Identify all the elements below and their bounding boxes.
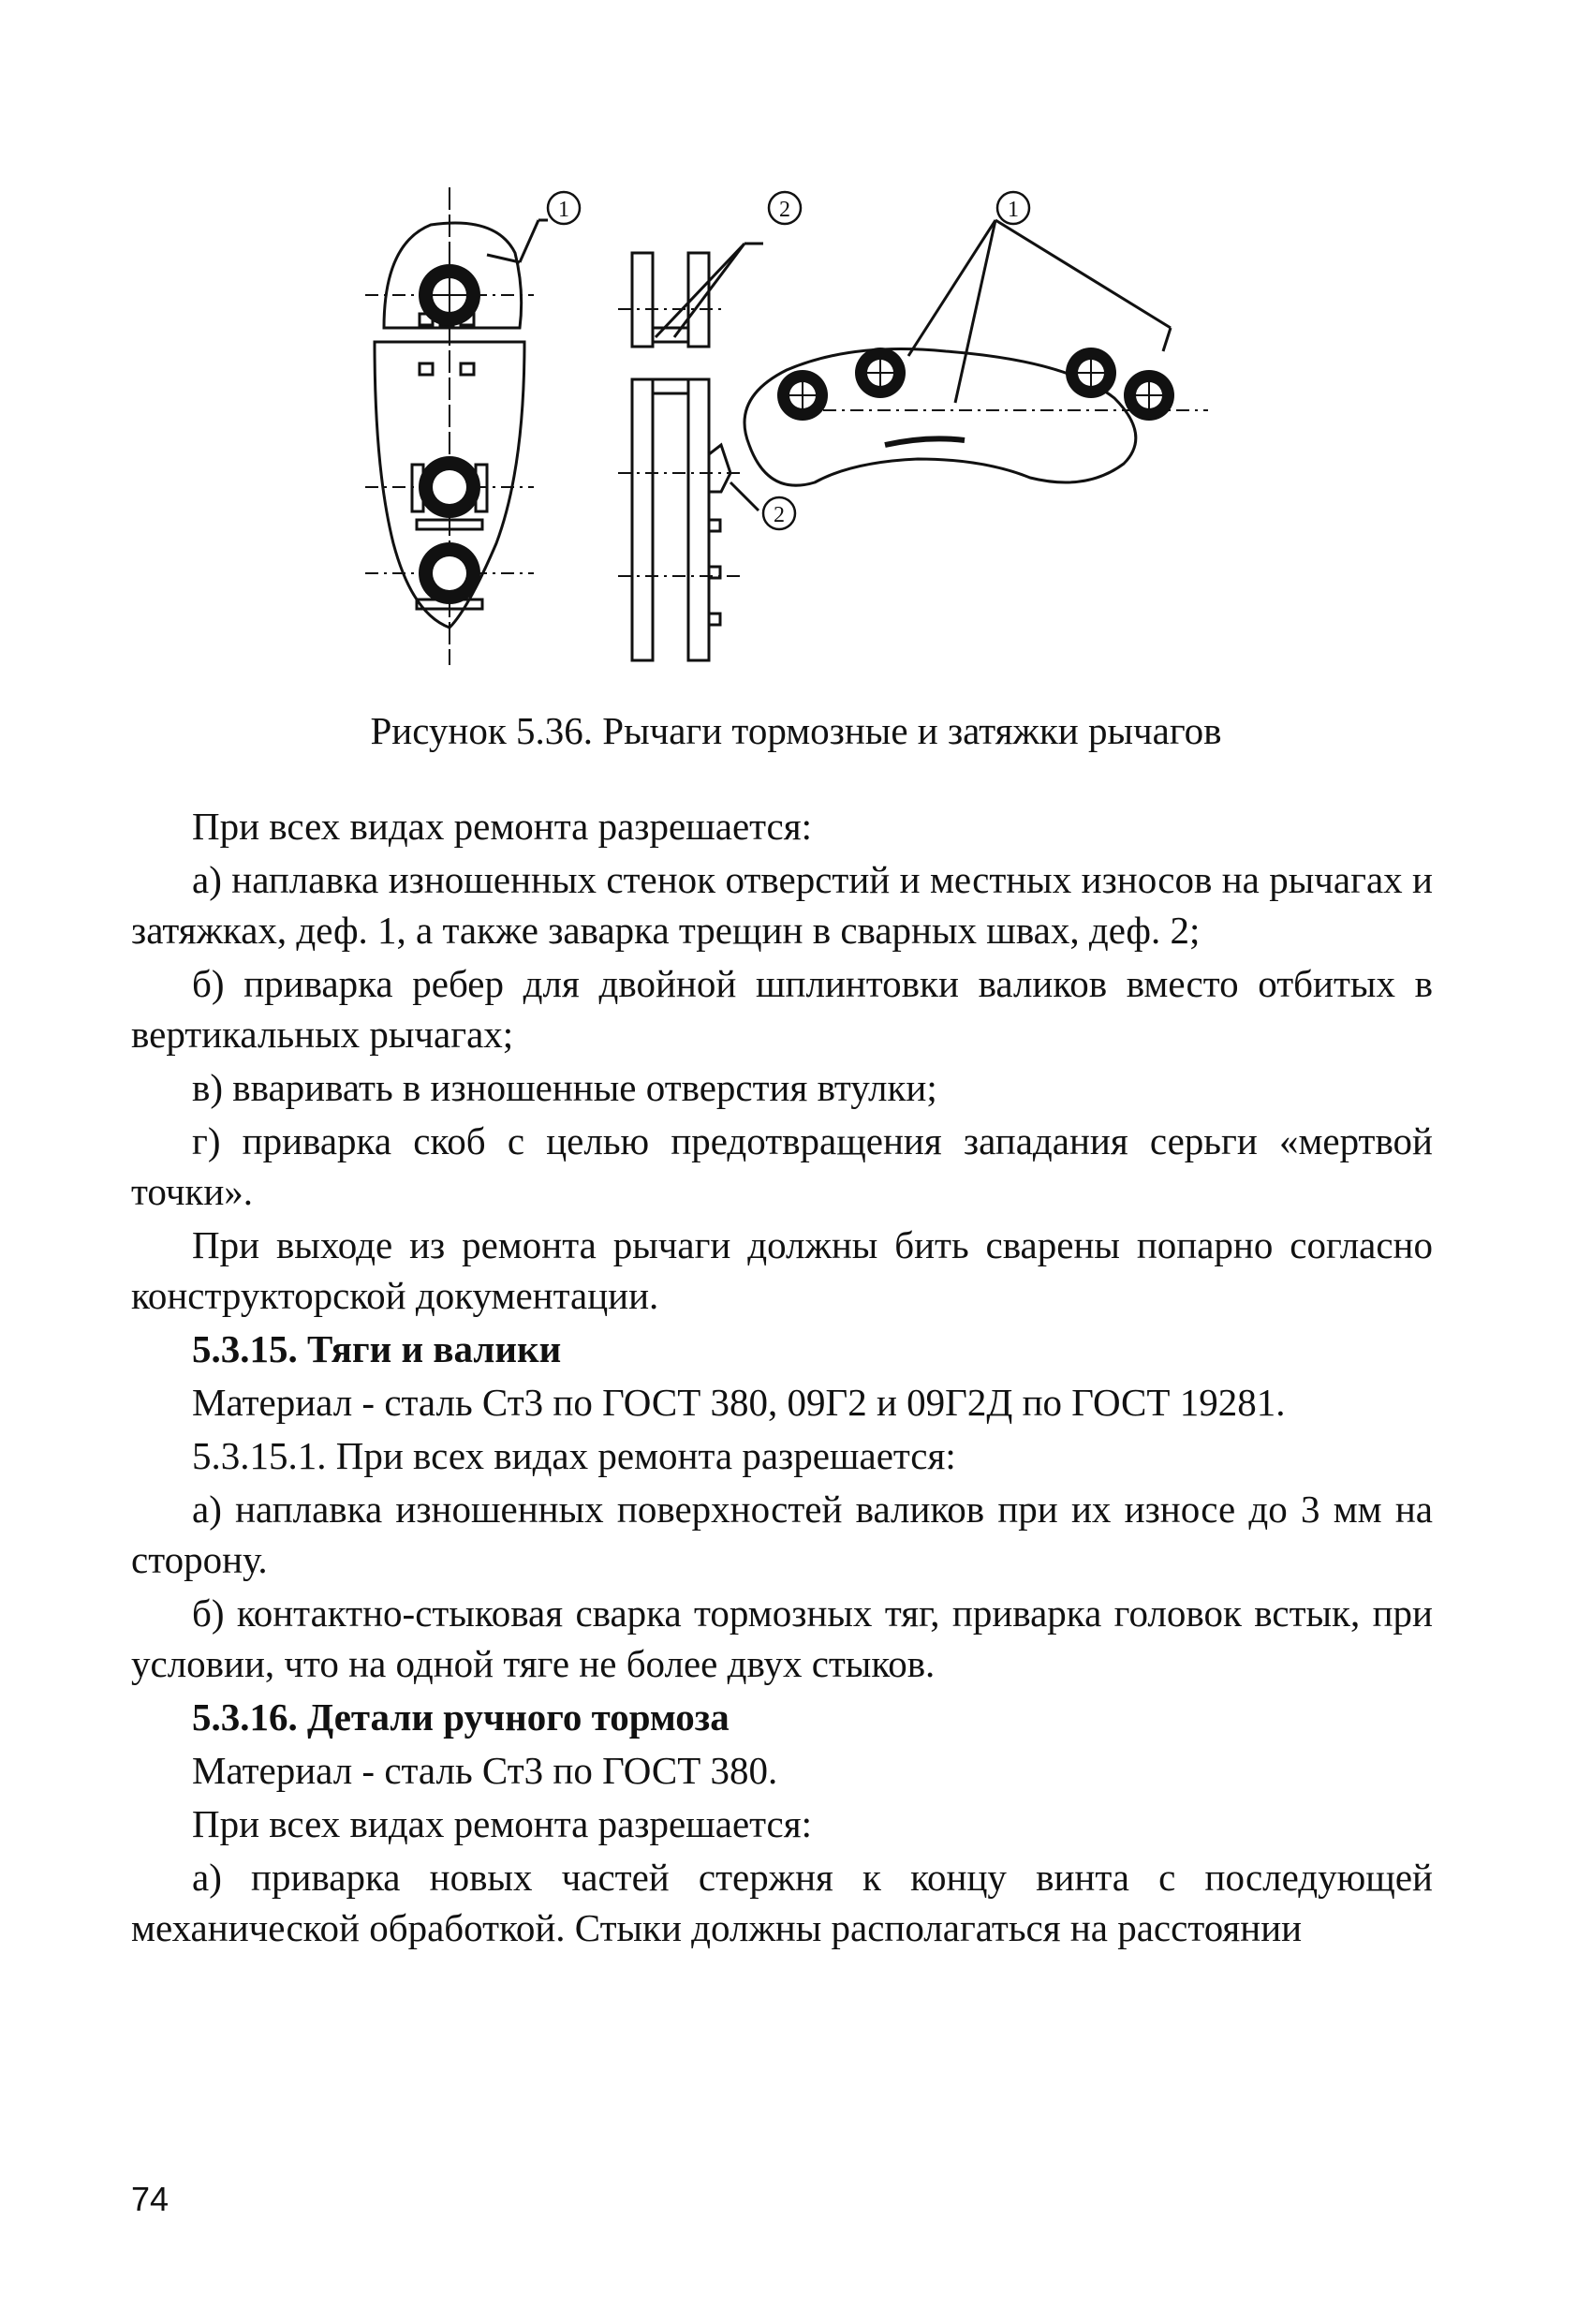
paragraph: При всех видах ремонта разрешается: — [192, 1802, 813, 1845]
paragraph: При выходе из ремонта рычаги должны бить сварены попарно согласно конструкторской документации. — [131, 1223, 1433, 1317]
callout-label-1a: 1 — [558, 198, 569, 222]
list-item-a: а) наплавка изношенных поверхностей валиков при их износе до 3 мм на сторону. — [131, 1488, 1433, 1581]
list-item-a: а) наплавка изношенных стенок отверстий и местных износов на рычагах и затяжках, деф. 1, а также заварка трещин в сварных швах, деф. 2; — [131, 858, 1433, 952]
section-heading: 5.3.15. Тяги и валики — [192, 1327, 562, 1370]
body-text — [131, 801, 1433, 1956]
list-item-b: б) приварка ребер для двойной шплинтовки валиков вместо отбитых в вертикальных рычагах; — [131, 962, 1433, 1056]
paragraph: Материал - сталь Ст3 по ГОСТ 380. — [192, 1749, 778, 1792]
callout-label-2a: 2 — [779, 198, 790, 222]
callout-label-2b: 2 — [774, 503, 785, 527]
paragraph: 5.3.15.1. При всех видах ремонта разрешается: — [192, 1434, 956, 1477]
section-heading: 5.3.16. Детали ручного тормоза — [192, 1695, 730, 1739]
figure-brake-levers — [346, 187, 1236, 674]
list-item-b: б) контактно-стыковая сварка тормозных тяг, приварка головок встык, при условии, что на одной тяге не более двух стыков. — [131, 1591, 1433, 1685]
list-item-v: в) вваривать в изношенные отверстия втулки; — [192, 1066, 937, 1109]
figure-caption: Рисунок 5.36. Рычаги тормозные и затяжки рычагов — [370, 709, 1222, 752]
paragraph: Материал - сталь Ст3 по ГОСТ 380, 09Г2 и 09Г2Д по ГОСТ 19281. — [192, 1381, 1286, 1424]
callout-label-1b: 1 — [1008, 198, 1019, 222]
figure-drawing — [346, 187, 1236, 674]
list-item-a: а) приварка новых частей стержня к концу винта с последующей механической обработкой. Стыки должны располагаться на расстоянии — [131, 1856, 1433, 1949]
paragraph: При всех видах ремонта разрешается: — [192, 805, 813, 848]
page-number: 74 — [131, 2180, 170, 2218]
list-item-g: г) приварка скоб с целью предотвращения западания серьги «мертвой точки». — [131, 1119, 1433, 1213]
